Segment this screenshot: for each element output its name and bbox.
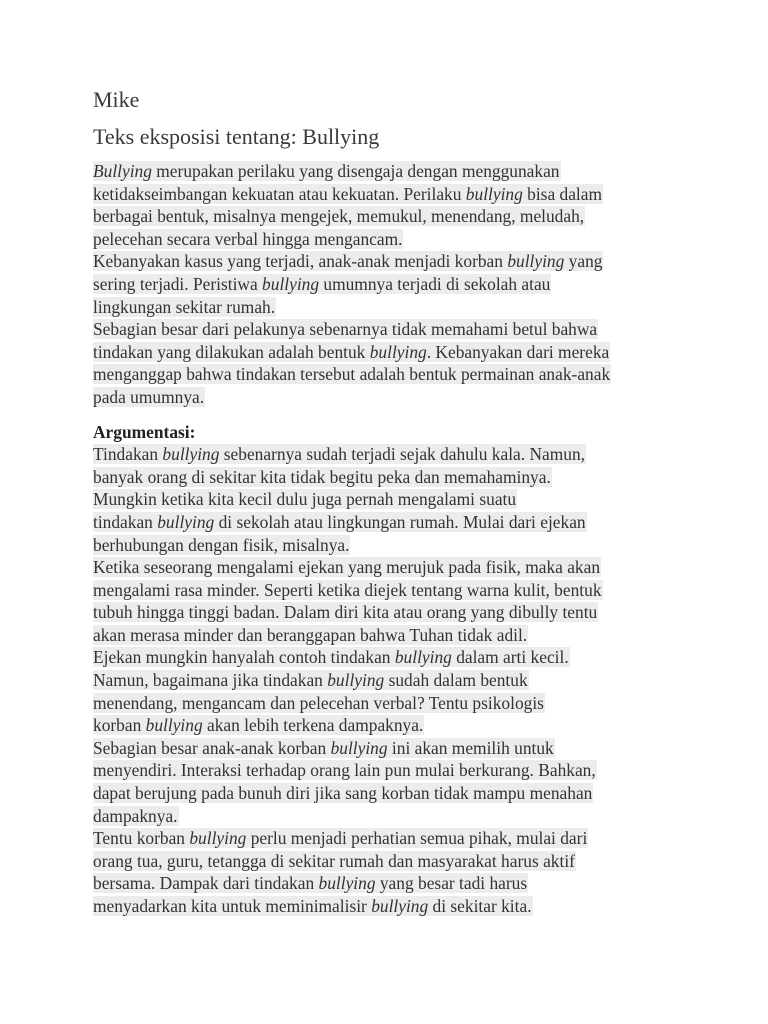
text-run: tindakan: [93, 511, 158, 532]
text-line: [93, 805, 683, 828]
text-run: Sebagian besar dari pelakunya sebenarnya tidak memahami betul bahwa: [93, 319, 598, 340]
text-line: [93, 341, 683, 364]
text-run: mengalami rasa minder. Seperti ketika diejek tentang warna kulit, bentuk: [93, 579, 602, 600]
text-line: [93, 714, 683, 737]
text-run: sudah dalam bentuk: [384, 670, 528, 691]
text-run: bersama. Dampak dari tindakan: [93, 873, 319, 894]
highlighted-text: [93, 580, 603, 600]
text-run: lingkungan sekitar rumah.: [93, 296, 276, 317]
text-line: [93, 228, 683, 251]
italic-term: bullying: [318, 873, 376, 894]
text-line: [93, 782, 683, 805]
text-run: berbagai bentuk, misalnya mengejek, memukul, menendang, meludah,: [93, 206, 585, 227]
text-run: pelecehan secara verbal hingga mengancam.: [93, 228, 403, 249]
highlighted-text: [93, 693, 545, 713]
text-run: dalam arti kecil.: [451, 647, 569, 668]
text-run: Ketika seseorang mengalami ejekan yang merujuk pada fisik, maka akan: [93, 557, 601, 578]
highlighted-text: [93, 489, 517, 509]
text-line: [93, 250, 683, 273]
text-run: . Kebanyakan dari mereka: [426, 341, 610, 362]
italic-term: bullying: [369, 341, 427, 362]
italic-term: bullying: [327, 670, 385, 691]
italic-term: bullying: [262, 273, 320, 294]
highlighted-text: [93, 467, 552, 487]
italic-term: bullying: [394, 647, 452, 668]
document-title: Teks eksposisi tentang: Bullying: [93, 124, 380, 149]
text-line: [93, 160, 683, 183]
highlighted-text: [93, 206, 585, 226]
text-run: berhubungan dengan fisik, misalnya.: [93, 534, 350, 555]
text-run: Ejekan mungkin hanyalah contoh tindakan: [93, 647, 395, 668]
highlighted-text: [93, 828, 588, 848]
text-run: Namun, bagaimana jika tindakan: [93, 670, 328, 691]
highlighted-text: [93, 364, 611, 384]
text-run: yang besar tadi harus: [375, 873, 528, 894]
text-run: dapat berujung pada bunuh diri jika sang korban tidak mampu menahan: [93, 783, 593, 804]
highlighted-text: [93, 297, 276, 317]
text-line: [93, 488, 683, 511]
italic-term: bullying: [189, 828, 247, 849]
text-line: [93, 624, 683, 647]
highlighted-text: [93, 851, 576, 871]
text-run: Sebagian besar anak-anak korban: [93, 737, 331, 758]
text-line: [93, 556, 683, 579]
text-run: ini akan memilih untuk: [387, 737, 554, 758]
text-run: tindakan yang dilakukan adalah bentuk: [93, 341, 370, 362]
text-run: bisa dalam: [522, 183, 602, 204]
text-line: [93, 872, 683, 895]
highlighted-text: [93, 670, 529, 690]
highlighted-text: [93, 535, 350, 555]
italic-term: bullying: [145, 715, 203, 736]
text-run: di sekitar kita.: [428, 896, 532, 916]
highlighted-text: [93, 342, 610, 362]
text-run: menyendiri. Interaksi terhadap orang lain pun mulai berkurang. Bahkan,: [93, 760, 596, 781]
text-line: [93, 895, 683, 918]
text-line: [93, 601, 683, 624]
highlighted-text: [93, 387, 205, 407]
text-line: [93, 669, 683, 692]
text-run: pada umumnya.: [93, 386, 205, 407]
text-line: [93, 363, 683, 386]
italic-term: Bullying: [93, 161, 152, 181]
highlighted-text: [93, 251, 603, 271]
italic-term: bullying: [330, 737, 388, 758]
italic-term: bullying: [157, 511, 215, 532]
author-name: Mike: [93, 87, 140, 112]
text-run: Kebanyakan kasus yang terjadi, anak-anak menjadi korban: [93, 251, 508, 272]
highlighted-text: [93, 873, 528, 893]
text-line: [93, 737, 683, 760]
text-line: [93, 296, 683, 319]
text-line: [93, 646, 683, 669]
text-line: [93, 183, 683, 206]
italic-term: bullying: [371, 896, 429, 916]
highlighted-text: [93, 647, 570, 667]
text-run: banyak orang di sekitar kita tidak begitu peka dan memahaminya.: [93, 466, 551, 487]
text-line: [93, 466, 683, 489]
highlighted-text: [93, 184, 603, 204]
text-line: [93, 579, 683, 602]
highlighted-text: [93, 229, 403, 249]
text-line: [93, 443, 683, 466]
text-run: menyadarkan kita untuk meminimalisir: [93, 896, 372, 916]
text-line: [93, 827, 683, 850]
text-run: di sekolah atau lingkungan rumah. Mulai dari ejekan: [214, 511, 586, 532]
italic-term: bullying: [162, 444, 220, 465]
document-body: [93, 160, 683, 918]
text-run: umumnya terjadi di sekolah atau: [319, 273, 551, 294]
text-run: Mungkin ketika kita kecil dulu juga pernah mengalami suatu: [93, 489, 517, 510]
text-run: orang tua, guru, tetangga di sekitar rumah dan masyarakat harus aktif: [93, 850, 575, 871]
highlighted-text: [93, 760, 597, 780]
text-run: sebenarnya sudah terjadi sejak dahulu kala. Namun,: [219, 444, 585, 465]
text-run: menganggap bahwa tindakan tersebut adalah bentuk permainan anak-anak: [93, 364, 611, 385]
text-run: perlu menjadi perhatian semua pihak, mulai dari: [246, 828, 588, 849]
highlighted-text: [93, 738, 555, 758]
text-line: [93, 692, 683, 715]
text-line: [93, 759, 683, 782]
argument-heading-line: [93, 421, 683, 444]
highlighted-text: [93, 444, 586, 464]
text-line: [93, 273, 683, 296]
highlighted-text: [93, 161, 561, 181]
section-gap: [93, 409, 683, 421]
intro-section: [93, 160, 683, 409]
text-line: [93, 386, 683, 409]
text-run: Tindakan: [93, 444, 163, 465]
highlighted-text: [93, 557, 601, 577]
text-run: sering terjadi. Peristiwa: [93, 273, 263, 294]
text-run: korban: [93, 715, 146, 736]
text-run: akan merasa minder dan beranggapan bahwa Tuhan tidak adil.: [93, 624, 528, 645]
highlighted-text: [93, 319, 598, 339]
highlighted-text: [93, 274, 551, 294]
text-run: yang: [564, 251, 603, 272]
highlighted-text: [93, 715, 424, 735]
text-run: dampaknya.: [93, 805, 178, 826]
text-run: Tentu korban: [93, 828, 190, 849]
argument-heading: Argumentasi:: [93, 421, 196, 442]
text-line: [93, 205, 683, 228]
highlighted-text: [93, 896, 533, 916]
highlighted-text: [93, 625, 528, 645]
text-run: ketidakseimbangan kekuatan atau kekuatan. Perilaku: [93, 183, 466, 204]
text-line: [93, 850, 683, 873]
highlighted-text: [93, 512, 587, 532]
italic-term: bullying: [465, 183, 523, 204]
italic-term: bullying: [507, 251, 565, 272]
text-line: [93, 318, 683, 341]
highlighted-text: [93, 602, 598, 622]
text-line: [93, 511, 683, 534]
text-run: tubuh hingga tinggi badan. Dalam diri kita atau orang yang dibully tentu: [93, 602, 598, 623]
text-run: menendang, mengancam dan pelecehan verbal? Tentu psikologis: [93, 692, 544, 713]
text-run: akan lebih terkena dampaknya.: [202, 715, 424, 736]
text-run: merupakan perilaku yang disengaja dengan menggunakan: [151, 161, 560, 181]
highlighted-text: [93, 806, 179, 826]
text-line: [93, 534, 683, 557]
argument-section: [93, 443, 683, 917]
highlighted-text: [93, 783, 593, 803]
